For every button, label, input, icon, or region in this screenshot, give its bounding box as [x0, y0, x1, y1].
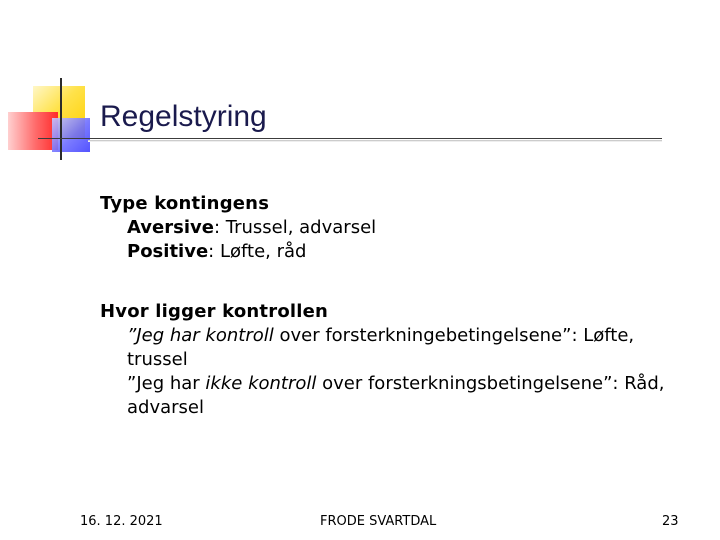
text-aversive: : Trussel, advarsel — [213, 217, 377, 238]
slide-title: Regelstyring — [100, 100, 267, 133]
slide-body — [100, 192, 700, 420]
list-item-control — [100, 324, 700, 372]
footer-page-number: 23 — [662, 514, 679, 529]
decorative-vertical-line — [60, 78, 62, 160]
decorative-red-square — [8, 112, 58, 150]
text-control: over forsterkningebetingelsene”: Løfte, trussel — [127, 325, 635, 370]
list-item-aversive — [100, 216, 700, 240]
title-underline-shadow — [88, 140, 662, 142]
text-positive: : Løfte, råd — [208, 241, 307, 262]
italic-no-control: ikke kontroll — [205, 373, 317, 394]
list-item-no-control — [100, 372, 700, 420]
prefix-no-control: ”Jeg har — [127, 373, 206, 394]
term-positive: Positive — [127, 241, 209, 262]
footer-author: FRODE SVARTDAL — [320, 514, 437, 529]
section-heading-control: Hvor ligger kontrollen — [100, 301, 329, 322]
list-item-positive — [100, 240, 700, 264]
section-heading-contingency: Type kontingens — [100, 193, 270, 214]
text-no-control: over forsterkningsbetingelsene”: Råd, advarsel — [127, 373, 665, 418]
footer-date: 16. 12. 2021 — [80, 514, 163, 529]
italic-quote-control: ”Jeg har kontroll — [127, 325, 274, 346]
term-aversive: Aversive — [127, 217, 214, 238]
decorative-blue-square — [52, 118, 90, 152]
title-underline — [38, 138, 662, 139]
